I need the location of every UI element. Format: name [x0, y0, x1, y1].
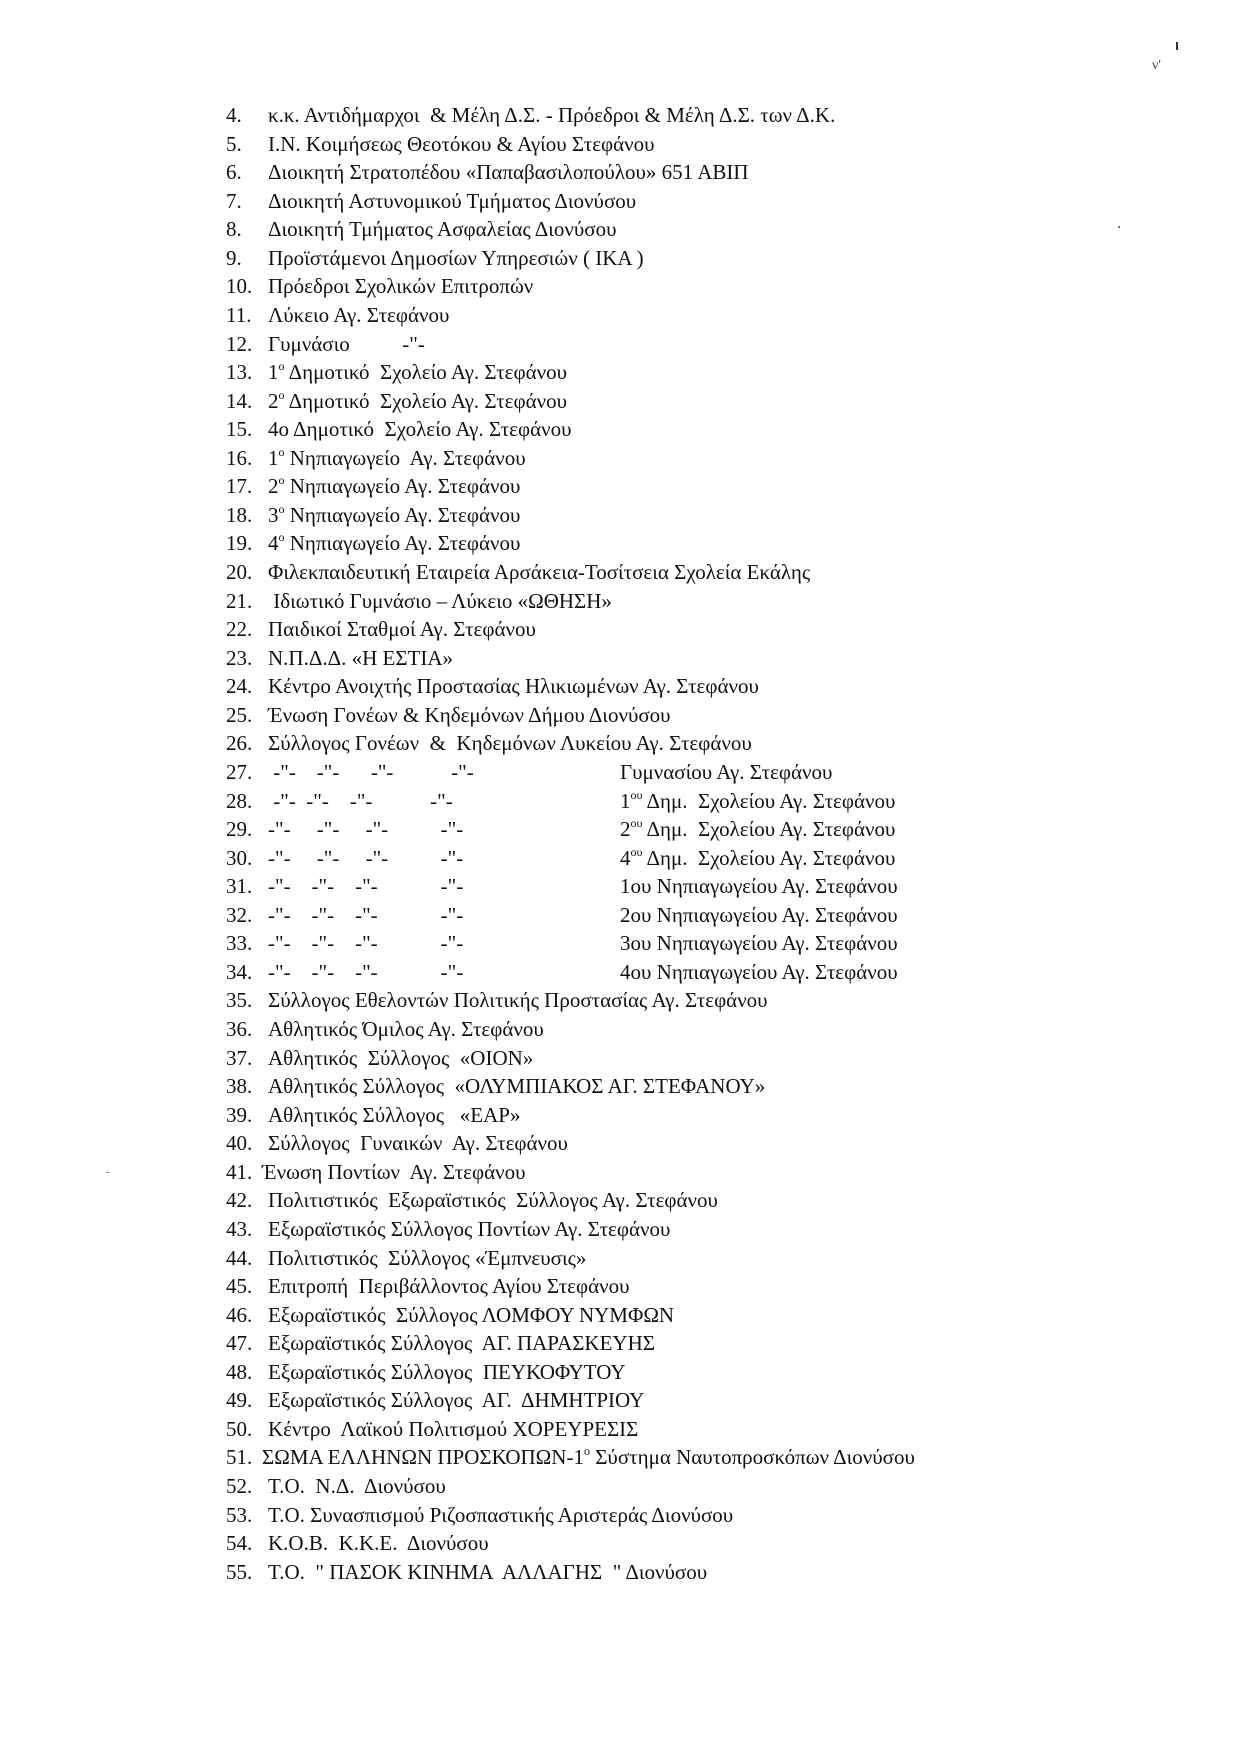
- list-item: [226, 901, 1226, 930]
- item-text: Αθλητικός Όμιλος Αγ. Στεφάνου: [268, 1017, 544, 1041]
- item-text: Σύστημα Ναυτοπροσκόπων Διονύσου: [589, 1445, 915, 1470]
- ordinal-number: 1: [268, 360, 279, 385]
- item-text: Σύλλογος Γονέων & Κηδεμόνων Λυκείου Αγ. Στεφάνου: [268, 731, 752, 756]
- item-number: 26.: [226, 731, 253, 756]
- list-item: [226, 472, 1226, 501]
- item-number: 22.: [226, 617, 253, 642]
- item-text: Προϊστάμενοι Δημοσίων Υπηρεσιών ( ΙΚΑ ): [268, 245, 644, 270]
- item-number: 34.: [226, 959, 253, 984]
- ordinal-number: 3: [268, 502, 279, 527]
- item-text: Αθλητικός Σύλλογος «ΟΙΟΝ»: [268, 1045, 534, 1070]
- item-text: Τ.Ο. Συνασπισμού Ριζοσπαστικής Αριστεράς Διονύσου: [268, 1502, 734, 1527]
- list-item: [226, 1215, 1226, 1244]
- item-text: Εξωραϊστικός Σύλλογος ΠΕΥΚΟΦΥΤΟΥ: [268, 1359, 626, 1384]
- list-item: [226, 701, 1226, 730]
- item-number: 25.: [226, 702, 253, 727]
- item-number: 47.: [226, 1331, 253, 1356]
- list-item: [226, 1415, 1226, 1444]
- item-number: 53.: [226, 1502, 253, 1527]
- item-text: 1ου Νηπιαγωγείου Αγ. Στεφάνου: [620, 874, 898, 899]
- item-continuation: [620, 787, 895, 816]
- item-number: 43.: [226, 1216, 253, 1241]
- list-item: [226, 215, 1226, 244]
- item-text: Πολιτιστικός Εξωραϊστικός Σύλλογος Αγ. Στεφάνου: [268, 1188, 718, 1213]
- list-item: [226, 330, 1226, 359]
- item-text: Τ.Ο. Ν.Δ. Διονύσου: [268, 1474, 446, 1498]
- item-number: 6.: [226, 160, 242, 185]
- item-number: 15.: [226, 417, 253, 442]
- item-number: 24.: [226, 674, 253, 699]
- item-text: Διοικητή Στρατοπέδου «Παπαβασιλοπούλου» 651 ΑΒΙΠ: [268, 160, 749, 185]
- scan-mark: [1176, 42, 1178, 50]
- item-text: Σύλλογος Εθελοντών Πολιτικής Προστασίας Αγ. Στεφάνου: [268, 988, 768, 1013]
- item-text: Τ.Ο. " ΠΑΣΟΚ ΚΙΝΗΜΑ ΑΛΛΑΓΗΣ " Διονύσου: [268, 1559, 708, 1584]
- list-item: [226, 1301, 1226, 1330]
- list-item: [226, 1329, 1226, 1358]
- item-text: Εξωραϊστικός Σύλλογος ΛΟΜΦΟΥ ΝΥΜΦΩΝ: [268, 1302, 675, 1327]
- item-number: 32.: [226, 902, 253, 927]
- list-item: [226, 501, 1226, 530]
- item-number: 40.: [226, 1131, 253, 1156]
- list-item: [226, 301, 1226, 330]
- item-text: ΣΩΜΑ ΕΛΛΗΝΩΝ ΠΡΟΣΚΟΠΩΝ-1: [262, 1445, 584, 1470]
- ordinal-number: 4: [268, 531, 279, 556]
- item-number: 11.: [226, 302, 252, 327]
- item-text: Αθλητικός Σύλλογος «ΕΑΡ»: [268, 1102, 521, 1127]
- ordinal-suffix: ο: [278, 387, 285, 402]
- item-continuation: [620, 958, 898, 987]
- item-text: Φιλεκπαιδευτική Εταιρεία Αρσάκεια-Τοσίτσεια Σχολεία Εκάλης: [268, 560, 811, 584]
- item-number: 7.: [226, 188, 242, 213]
- list-item: [226, 1529, 1226, 1558]
- ditto-marks: -"- -"- -"- -"-: [268, 817, 464, 842]
- ordinal-suffix: ο: [278, 473, 285, 488]
- item-number: 42.: [226, 1188, 253, 1213]
- item-number: 4.: [226, 103, 242, 127]
- list-item: [226, 444, 1226, 473]
- list-item: [226, 844, 1226, 873]
- item-text: Σύλλογος Γυναικών Αγ. Στεφάνου: [268, 1131, 568, 1156]
- item-number: 10.: [226, 274, 253, 299]
- item-number: 21.: [226, 588, 253, 613]
- item-continuation: [620, 901, 898, 930]
- list-item: [226, 187, 1226, 216]
- ordinal-suffix: ο: [278, 501, 285, 516]
- item-number: 12.: [226, 331, 253, 356]
- list-item: [226, 587, 1226, 616]
- item-text: Λύκειο Αγ. Στεφάνου: [268, 302, 450, 327]
- list-item: [226, 787, 1226, 816]
- item-text: Γυμνάσιο -"-: [268, 331, 425, 356]
- list-item: [226, 101, 1226, 130]
- list-item: [226, 672, 1226, 701]
- list-item: [226, 1244, 1226, 1273]
- item-number: 39.: [226, 1102, 253, 1127]
- item-text: κ.κ. Αντιδήμαρχοι & Μέλη Δ.Σ. - Πρόεδροι & Μέλη Δ.Σ. των Δ.Κ.: [268, 103, 836, 127]
- item-number: 5.: [226, 131, 242, 156]
- item-text: Πρόεδροι Σχολικών Επιτροπών: [268, 274, 534, 299]
- list-item: [226, 615, 1226, 644]
- item-number: 14.: [226, 388, 253, 413]
- item-text: 4ο Δημοτικό Σχολείο Αγ. Στεφάνου: [268, 417, 572, 442]
- item-continuation: [620, 929, 898, 958]
- item-text: Διοικητή Τμήματος Ασφαλείας Διονύσου: [268, 217, 617, 242]
- list-item: [226, 758, 1226, 787]
- item-continuation: [620, 815, 895, 844]
- list-item: [226, 272, 1226, 301]
- item-number: 18.: [226, 502, 253, 527]
- item-number: 9.: [226, 245, 242, 270]
- item-text: Ι.Ν. Κοιμήσεως Θεοτόκου & Αγίου Στεφάνου: [268, 131, 655, 156]
- list-item: [226, 529, 1226, 558]
- item-number: 17.: [226, 474, 253, 499]
- item-text: Ιδιωτικό Γυμνάσιο – Λύκειο «ΩΘΗΣΗ»: [268, 588, 612, 613]
- item-number: 30.: [226, 845, 253, 870]
- list-item: [226, 1101, 1226, 1130]
- list-item: [226, 358, 1226, 387]
- list-item: [226, 1272, 1226, 1301]
- item-text: Διοικητή Αστυνομικού Τμήματος Διονύσου: [268, 188, 637, 213]
- ordinal-number: 2: [620, 817, 631, 842]
- ditto-marks: -"- -"- -"- -"-: [268, 788, 453, 813]
- ordinal-number: 2: [268, 388, 279, 413]
- item-number: 8.: [226, 217, 242, 242]
- list-item: [226, 929, 1226, 958]
- item-text: Εξωραϊστικός Σύλλογος ΑΓ. ΠΑΡΑΣΚΕΥΗΣ: [268, 1331, 655, 1356]
- list-item: [226, 1015, 1226, 1044]
- item-number: 48.: [226, 1359, 253, 1384]
- item-text: Κέντρο Ανοιχτής Προστασίας Ηλικιωμένων Αγ. Στεφάνου: [268, 674, 759, 699]
- list-item: [226, 872, 1226, 901]
- item-text: Δημ. Σχολείου Αγ. Στεφάνου: [642, 788, 896, 813]
- ordinal-suffix: ο: [278, 444, 285, 459]
- item-number: 13.: [226, 360, 253, 385]
- list-item: [226, 986, 1226, 1015]
- list-item: [226, 644, 1226, 673]
- list-item: [226, 1358, 1226, 1387]
- item-number: 52.: [226, 1474, 253, 1498]
- scan-speck: [106, 1172, 109, 1173]
- list-item: [226, 158, 1226, 187]
- list-item: [226, 1044, 1226, 1073]
- item-number: 38.: [226, 1074, 253, 1099]
- ditto-marks: -"- -"- -"- -"-: [268, 931, 464, 956]
- item-number: 46.: [226, 1302, 253, 1327]
- list-item: [226, 130, 1226, 159]
- item-continuation: [620, 844, 895, 873]
- list-item: [226, 815, 1226, 844]
- item-number: 29.: [226, 817, 253, 842]
- item-text: Παιδικοί Σταθμοί Αγ. Στεφάνου: [268, 617, 536, 642]
- ordinal-number: 1: [268, 445, 279, 470]
- item-text: Πολιτιστικός Σύλλογος «Έμπνευσις»: [268, 1245, 587, 1270]
- list-item: [226, 958, 1226, 987]
- ordinal-number: 1: [620, 788, 631, 813]
- list-item: [226, 1186, 1226, 1215]
- item-text: Νηπιαγωγείο Αγ. Στεφάνου: [284, 474, 521, 499]
- ordinal-suffix: ου: [630, 787, 643, 802]
- list-item: [226, 1472, 1226, 1501]
- item-continuation: [620, 872, 898, 901]
- list-item: [226, 1501, 1226, 1530]
- item-text: 2ου Νηπιαγωγείου Αγ. Στεφάνου: [620, 902, 898, 927]
- list-item: [226, 1558, 1226, 1587]
- item-text: Αθλητικός Σύλλογος «ΟΛΥΜΠΙΑΚΟΣ ΑΓ. ΣΤΕΦΑΝΟΥ»: [268, 1074, 766, 1099]
- ordinal-suffix: ο: [583, 1444, 590, 1459]
- item-text: Νηπιαγωγείο Αγ. Στεφάνου: [284, 531, 521, 556]
- item-number: 50.: [226, 1416, 253, 1441]
- item-number: 19.: [226, 531, 253, 556]
- item-number: 49.: [226, 1388, 253, 1413]
- list-item: [226, 1443, 1226, 1472]
- item-text: 3ου Νηπιαγωγείου Αγ. Στεφάνου: [620, 931, 898, 956]
- ordinal-suffix: ο: [278, 359, 285, 374]
- item-text: Ν.Π.Δ.Δ. «Η ΕΣΤΙΑ»: [268, 645, 454, 670]
- ditto-marks: -"- -"- -"- -"-: [268, 874, 464, 899]
- scan-mark-text: ν': [1152, 58, 1161, 73]
- list-item: [226, 244, 1226, 273]
- item-number: 31.: [226, 874, 253, 899]
- list-item: [226, 1072, 1226, 1101]
- list-item: [226, 1129, 1226, 1158]
- item-number: 16.: [226, 445, 253, 470]
- list-item: [226, 1158, 1226, 1187]
- recipient-list: [226, 101, 1226, 1586]
- item-text: Ένωση Γονέων & Κηδεμόνων Δήμου Διονύσου: [268, 702, 671, 727]
- item-text: Γυμνασίου Αγ. Στεφάνου: [620, 759, 833, 784]
- item-number: 36.: [226, 1017, 253, 1041]
- item-text: Ένωση Ποντίων Αγ. Στεφάνου: [262, 1159, 526, 1184]
- item-number: 45.: [226, 1274, 253, 1299]
- ditto-marks: -"- -"- -"- -"-: [268, 959, 464, 984]
- item-text: Δημοτικό Σχολείο Αγ. Στεφάνου: [284, 360, 567, 385]
- list-item: [226, 729, 1226, 758]
- item-number: 55.: [226, 1559, 253, 1584]
- ditto-marks: -"- -"- -"- -"-: [268, 845, 464, 870]
- ordinal-number: 2: [268, 474, 279, 499]
- item-number: 27.: [226, 759, 253, 784]
- item-text: Εξωραϊστικός Σύλλογος ΑΓ. ΔΗΜΗΤΡΙΟΥ: [268, 1388, 645, 1413]
- item-text: Δημ. Σχολείου Αγ. Στεφάνου: [642, 817, 896, 842]
- ordinal-suffix: ο: [278, 530, 285, 545]
- item-text: Δημοτικό Σχολείο Αγ. Στεφάνου: [284, 388, 567, 413]
- item-number: 44.: [226, 1245, 253, 1270]
- item-text: 4ου Νηπιαγωγείου Αγ. Στεφάνου: [620, 959, 898, 984]
- ditto-marks: -"- -"- -"- -"-: [268, 759, 474, 784]
- item-number: 28.: [226, 788, 253, 813]
- item-text: Κ.Ο.Β. Κ.Κ.Ε. Διονύσου: [268, 1531, 489, 1556]
- item-number: 41.: [226, 1159, 253, 1184]
- ditto-marks: -"- -"- -"- -"-: [268, 902, 464, 927]
- item-continuation: [620, 758, 832, 787]
- item-text: Νηπιαγωγείο Αγ. Στεφάνου: [284, 445, 526, 470]
- item-number: 35.: [226, 988, 253, 1013]
- list-item: [226, 558, 1226, 587]
- item-number: 54.: [226, 1531, 253, 1556]
- ordinal-number: 4: [620, 845, 631, 870]
- list-item: [226, 387, 1226, 416]
- item-number: 20.: [226, 560, 253, 584]
- item-number: 33.: [226, 931, 253, 956]
- ordinal-suffix: ου: [630, 844, 643, 859]
- item-number: 51.: [226, 1445, 253, 1470]
- item-text: Κέντρο Λαϊκού Πολιτισμού ΧΟΡΕΥΡΕΣΙΣ: [268, 1416, 639, 1441]
- item-text: Νηπιαγωγείο Αγ. Στεφάνου: [284, 502, 521, 527]
- item-text: Επιτροπή Περιβάλλοντος Αγίου Στεφάνου: [268, 1274, 630, 1299]
- item-text: Εξωραϊστικός Σύλλογος Ποντίων Αγ. Στεφάνου: [268, 1216, 671, 1241]
- item-text: Δημ. Σχολείου Αγ. Στεφάνου: [642, 845, 896, 870]
- list-item: [226, 1386, 1226, 1415]
- list-item: [226, 415, 1226, 444]
- item-number: 37.: [226, 1045, 253, 1070]
- item-number: 23.: [226, 645, 253, 670]
- ordinal-suffix: ου: [630, 816, 643, 831]
